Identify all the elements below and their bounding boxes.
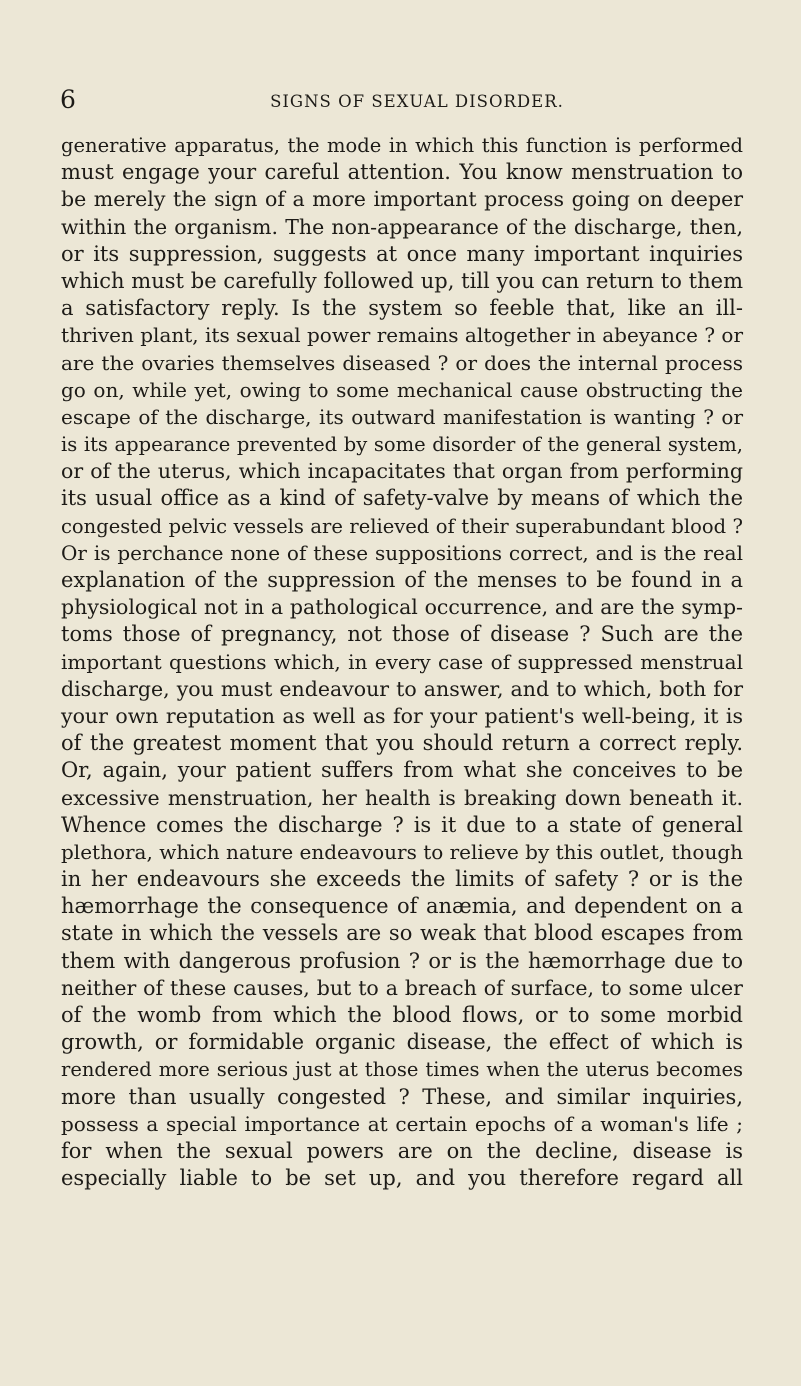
text-line: state in which the vessels are so weak that blood escapes from: [61, 921, 743, 946]
text-line: be merely the sign of a more important process going on deeper: [61, 187, 743, 212]
text-line: within the organism. The non-appearance of the discharge, then,: [61, 214, 743, 239]
text-line: in her endeavours she exceeds the limits of safety ? or is the: [61, 867, 743, 892]
text-line: plethora, which nature endeavours to relieve by this outlet, though: [61, 839, 744, 864]
text-line: physiological not in a pathological occurrence, and are the symp-: [61, 595, 743, 620]
text-line: them with dangerous profusion ? or is the hæmorrhage due to: [61, 948, 743, 973]
running-title: SIGNS OF SEXUAL DISORDER.: [270, 92, 564, 111]
text-line: rendered more serious just at those times when the uterus becomes: [61, 1058, 743, 1082]
text-line: more than usually congested ? These, and similar inquiries,: [61, 1084, 743, 1109]
text-line: which must be carefully followed up, till you can return to them: [61, 268, 743, 293]
text-line: growth, or formidable organic disease, the effect of which is: [61, 1030, 743, 1055]
text-line: its usual office as a kind of safety-valve by means of which the: [61, 486, 743, 511]
text-line: neither of these causes, but to a breach of surface, to some ulcer: [61, 975, 743, 1000]
text-line: excessive menstruation, her health is breaking down beneath it.: [61, 785, 743, 810]
text-line: explanation of the suppression of the menses to be found in a: [61, 568, 743, 592]
text-line: of the greatest moment that you should return a correct reply.: [61, 731, 743, 756]
text-line: or of the uterus, which incapacitates that organ from performing: [61, 459, 743, 484]
text-line: toms those of pregnancy, not those of disease ? Such are the: [61, 622, 743, 647]
text-line: hæmorrhage the consequence of anæmia, and dependent on a: [61, 894, 743, 919]
text-line: Whence comes the discharge ? is it due to a state of general: [61, 812, 743, 837]
text-line: thriven plant, its sexual power remains altogether in abeyance ? or: [61, 323, 743, 348]
text-line: possess a special importance at certain epochs of a woman's life ;: [61, 1111, 743, 1136]
text-line: of the womb from which the blood flows, or to some morbid: [61, 1003, 743, 1027]
text-line: Or, again, your patient suffers from what she conceives to be: [61, 758, 743, 783]
text-line: or its suppression, suggests at once many important inquiries: [61, 241, 743, 266]
text-line: important questions which, in every case of suppressed menstrual: [61, 649, 743, 674]
text-line: for when the sexual powers are on the decline, disease is: [61, 1138, 743, 1163]
text-line: discharge, you must endeavour to answer, and to which, both for: [61, 676, 743, 701]
text-line: is its appearance prevented by some disorder of the general system,: [61, 433, 743, 457]
body-text: [61, 132, 743, 1192]
text-line: your own reputation as well as for your patient's well-being, it is: [61, 703, 743, 728]
text-line: escape of the discharge, its outward manifestation is wanting ? or: [61, 404, 743, 429]
text-line: especially liable to be set up, and you therefore regard all: [61, 1166, 743, 1191]
text-line: must engage your careful attention. You know menstruation to: [61, 160, 743, 185]
page-number: 6: [60, 85, 76, 114]
text-line: are the ovaries themselves diseased ? or does the internal process: [61, 350, 743, 375]
text-line: congested pelvic vessels are relieved of their superabundant blood ?: [61, 514, 743, 538]
text-line: a satisfactory reply. Is the system so feeble that, like an ill-: [61, 296, 743, 321]
page-header: [60, 85, 760, 119]
text-line: go on, while yet, owing to some mechanical cause obstructing the: [61, 377, 743, 402]
text-line: Or is perchance none of these suppositions correct, and is the real: [61, 540, 743, 565]
text-line: generative apparatus, the mode in which this function is performed: [61, 134, 743, 157]
